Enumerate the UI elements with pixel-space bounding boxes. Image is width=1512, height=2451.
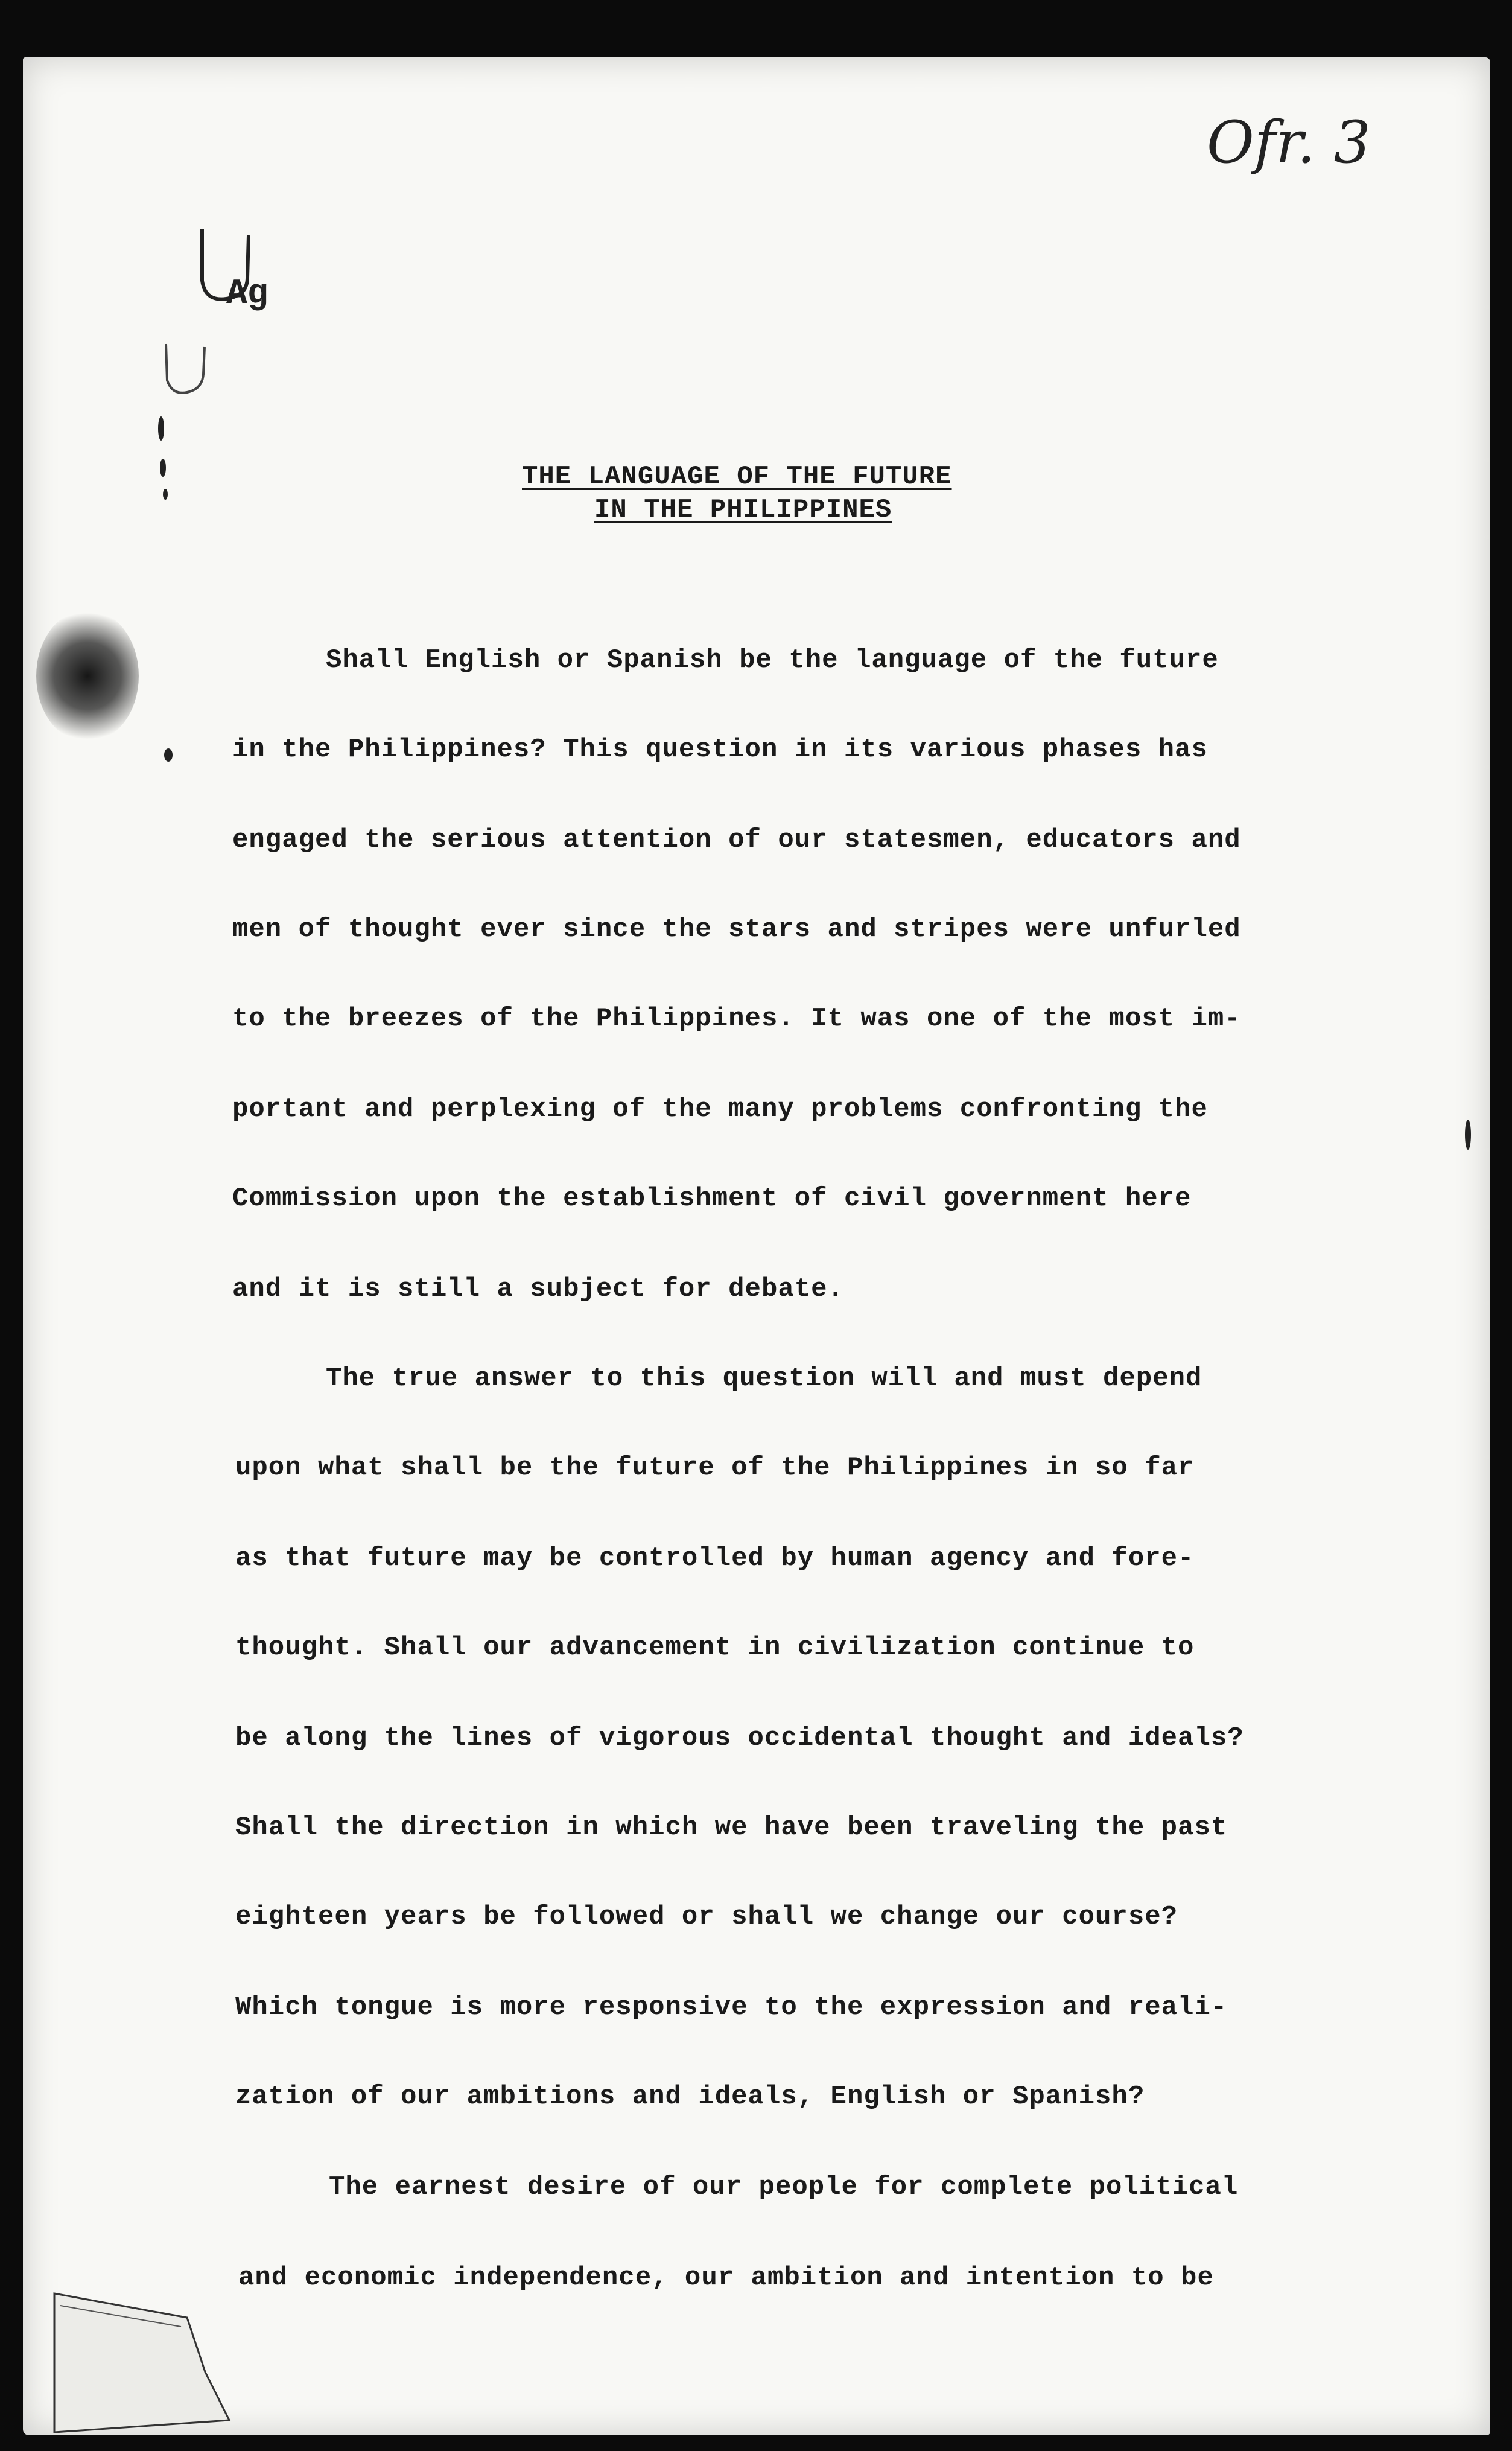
ink-blot: [36, 610, 139, 742]
ink-speck: [160, 459, 166, 477]
document-title-line-2: IN THE PHILIPPINES: [594, 495, 892, 525]
ink-speck: [163, 489, 168, 500]
body-line: in the Philippines? This question in its various phases has: [232, 735, 1208, 765]
typewritten-page: [23, 57, 1490, 2435]
body-line: Commission upon the establishment of civil government here: [232, 1184, 1192, 1214]
body-line: portant and perplexing of the many problems confronting the: [232, 1094, 1208, 1124]
body-line: thought. Shall our advancement in civilization continue to: [235, 1633, 1195, 1663]
body-line: and it is still a subject for debate.: [232, 1274, 844, 1304]
body-line: The true answer to this question will and must depend: [326, 1363, 1202, 1394]
body-line: engaged the serious attention of our statesmen, educators and: [232, 825, 1241, 855]
body-line: to the breezes of the Philippines. It was one of the most im-: [232, 1004, 1241, 1034]
handwritten-initials: Ag: [226, 275, 268, 314]
body-line: upon what shall be the future of the Philippines in so far: [235, 1453, 1195, 1483]
body-line: zation of our ambitions and ideals, English or Spanish?: [235, 2082, 1145, 2112]
body-line: The earnest desire of our people for complete political: [329, 2172, 1239, 2202]
body-line: eighteen years be followed or shall we change our course?: [235, 1902, 1178, 1932]
body-line: and economic independence, our ambition and intention to be: [238, 2263, 1214, 2293]
body-line: Shall the direction in which we have been traveling the past: [235, 1812, 1228, 1843]
body-line: be along the lines of vigorous occidental thought and ideals?: [235, 1723, 1244, 1753]
ink-speck: [1465, 1120, 1471, 1150]
body-line: men of thought ever since the stars and stripes were unfurled: [232, 914, 1241, 945]
handwritten-page-reference: Ofr. 3: [1207, 109, 1371, 176]
ink-speck: [164, 748, 173, 762]
folded-corner: [48, 2281, 241, 2438]
body-line: Which tongue is more responsive to the expression and reali-: [235, 1992, 1228, 2022]
body-line: as that future may be controlled by human agency and fore-: [235, 1543, 1195, 1573]
document-title-line-1: THE LANGUAGE OF THE FUTURE: [522, 462, 952, 492]
handwritten-u-mark-faint: [160, 338, 214, 404]
ink-speck: [158, 416, 164, 441]
body-line: Shall English or Spanish be the language of the future: [326, 645, 1219, 675]
